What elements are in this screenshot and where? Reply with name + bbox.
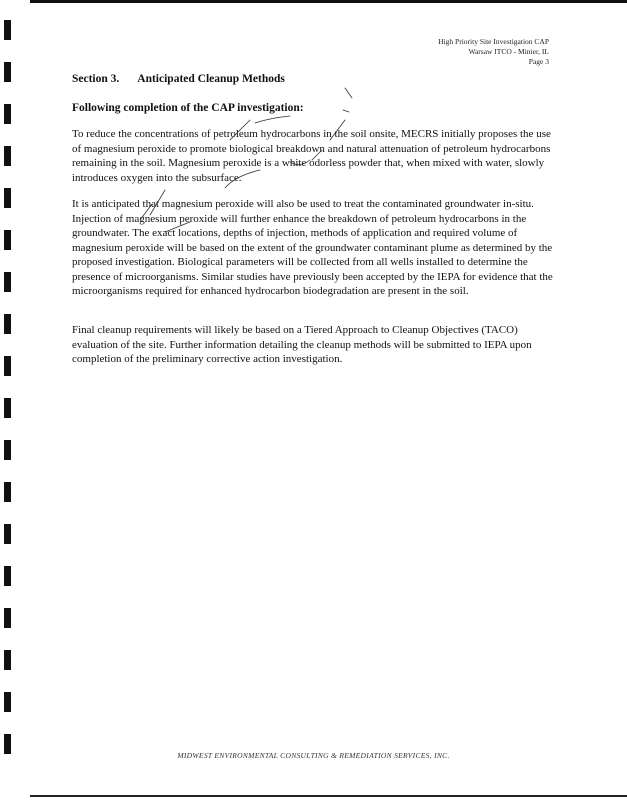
binder-mark <box>4 482 11 502</box>
page-header <box>438 37 549 67</box>
binder-mark <box>4 692 11 712</box>
section-number: Section 3. <box>72 73 120 85</box>
pen-mark <box>343 110 349 112</box>
binder-mark <box>4 314 11 334</box>
bottom-rule <box>30 795 627 797</box>
binder-mark <box>4 608 11 628</box>
binder-mark <box>4 146 11 166</box>
header-line-3: Page 3 <box>528 57 549 66</box>
binder-mark <box>4 62 11 82</box>
binder-mark <box>4 650 11 670</box>
paragraph-2: It is anticipated that magnesium peroxide will also be used to treat the contaminated groundwater in-situ. Injection of magnesium peroxide will further enhance the breakdown of petroleum hydrocarbons in the groundwater. The exact locations, depths of injection, methods of application and required volume of magnesium peroxide will be based on the extent of the groundwater contaminant plume as determined by the proposed investigation. Biological parameters will be collected from all wells installed to determine the presence of microorganisms. Similar studies have previously been accepted by the IEPA for evidence that the microorganisms required for enhanced hydrocarbon biodegradation are present in the soil. <box>72 198 553 297</box>
pen-mark <box>345 88 352 98</box>
binder-mark <box>4 104 11 124</box>
paragraph-3: Final cleanup requirements will likely be based on a Tiered Approach to Cleanup Objectives (TACO) evaluation of the site. Further information detailing the cleanup methods will be submitted to IEPA upon completion of the preliminary corrective action investigation. <box>72 324 532 365</box>
binder-mark <box>4 566 11 586</box>
binder-mark <box>4 20 11 40</box>
paragraph-1: To reduce the concentrations of petroleum hydrocarbons in the soil onsite, MECRS initially proposes the use of magnesium peroxide to promote biological breakdown and natural attenuation of petroleum hydrocarbons remaining in the soil. Magnesium peroxide is a white odorless powder that, when mixed with water, slowly introduces oxygen into the subsurface. <box>72 128 551 184</box>
subheading: Following completion of the CAP investigation: <box>72 102 304 114</box>
header-line-2: Warsaw ITCO - Minier, IL <box>468 47 549 56</box>
binder-mark <box>4 356 11 376</box>
binder-mark <box>4 398 11 418</box>
top-rule <box>30 0 627 3</box>
header-line-1: High Priority Site Investigation CAP <box>438 37 549 46</box>
pen-mark <box>255 116 290 123</box>
section-title <box>72 73 285 85</box>
section-heading: Anticipated Cleanup Methods <box>137 73 285 85</box>
binder-mark <box>4 440 11 460</box>
binder-mark <box>4 272 11 292</box>
binder-mark <box>4 230 11 250</box>
binder-hole-marks <box>4 20 14 780</box>
footer-company-name: MIDWEST ENVIRONMENTAL CONSULTING & REMEDIATION SERVICES, INC. <box>177 751 450 760</box>
binder-mark <box>4 524 11 544</box>
binder-mark <box>4 188 11 208</box>
